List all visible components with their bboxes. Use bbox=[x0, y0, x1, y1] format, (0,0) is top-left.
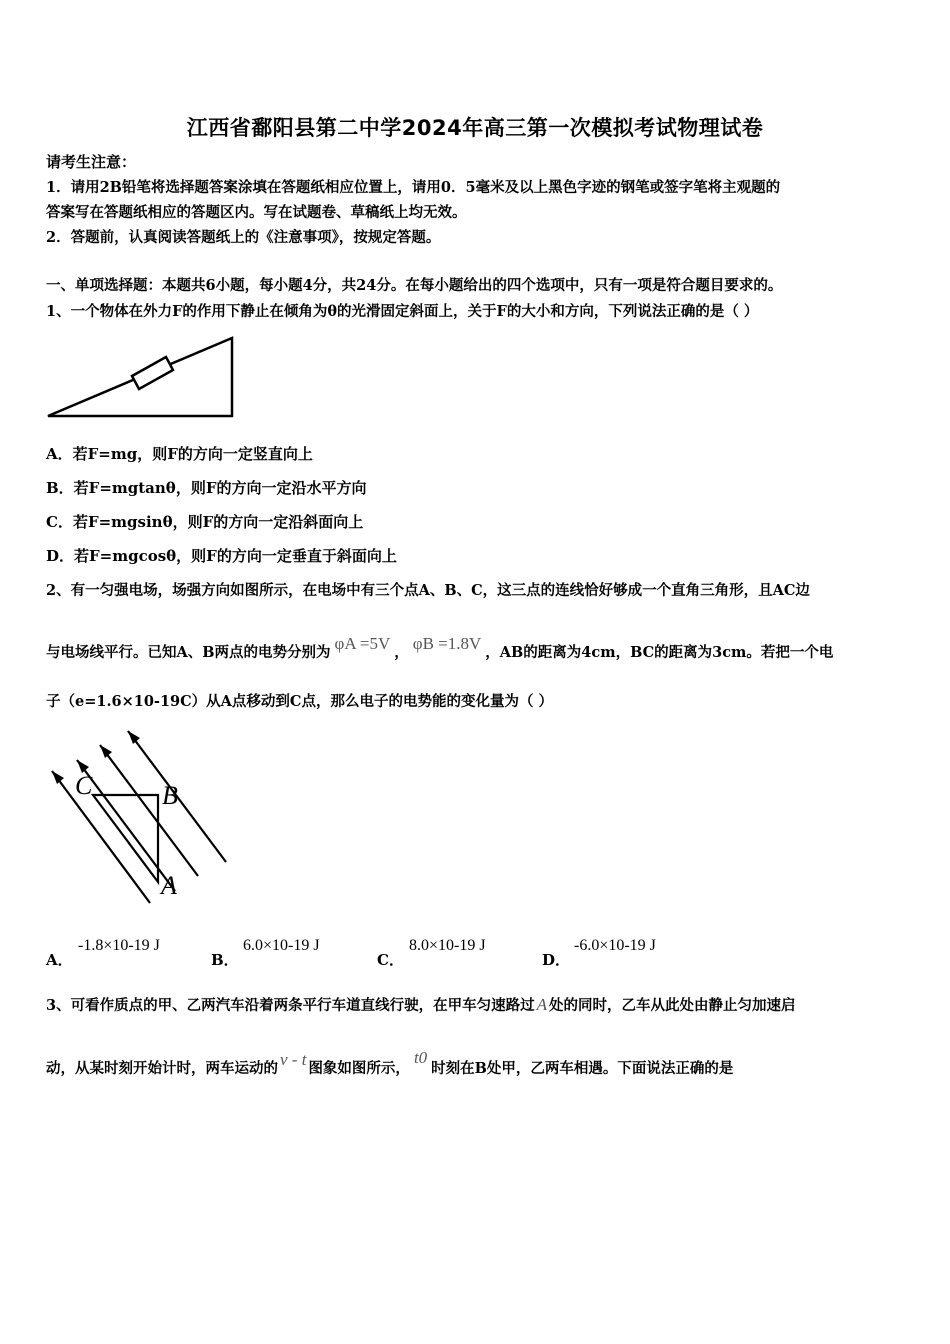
arrow-head-4 bbox=[128, 731, 140, 744]
q3-line1-pre: 3、可看作质点的甲、乙两汽车沿着两条平行车道直线行驶，在甲车匀速路过 bbox=[46, 997, 535, 1014]
question-1-stem: 1、一个物体在外力F的作用下静止在倾角为θ的光滑固定斜面上，关于F的大小和方向，下列说法正确的是（ ） bbox=[46, 303, 759, 320]
notice-line-3: 2．答题前，认真阅读答题纸上的《注意事项》，按规定答题。 bbox=[46, 229, 441, 246]
q2-option-b-label: B． bbox=[211, 951, 239, 969]
phi-a-value: φA =5V bbox=[334, 634, 391, 653]
label-a: A bbox=[161, 871, 177, 900]
q2-option-c-label: C． bbox=[377, 951, 404, 969]
q3-line1-post: 处的同时，乙车从此处由静止匀加速启 bbox=[548, 997, 796, 1014]
notice-heading: 请考生注意： bbox=[46, 153, 137, 171]
notice-line-2: 答案写在答题纸相应的答题区内。写在试题卷、草稿纸上均无效。 bbox=[46, 204, 467, 221]
q3-line2-post: 时刻在B处甲，乙两车相遇。下面说法正确的是 bbox=[431, 1060, 734, 1077]
incline-figure bbox=[46, 336, 236, 422]
q3-line2-pre: 动，从某时刻开始计时，两车运动的 bbox=[46, 1060, 278, 1077]
question-3-line-1 bbox=[46, 995, 795, 1016]
block bbox=[132, 357, 173, 389]
notice-line-1: 1．请用2B铅笔将选择题答案涂填在答题纸相应位置上，请用0．5毫米及以上黑色字迹的钢笔或签字笔将主观题的 bbox=[46, 179, 781, 196]
electric-field-figure bbox=[40, 728, 240, 908]
q2-option-b-value: 6.0×10-19 J bbox=[243, 937, 320, 954]
q3-vt: v - t bbox=[280, 1050, 307, 1069]
q2-option-c-value: 8.0×10-19 J bbox=[409, 937, 486, 954]
q3-point: A bbox=[536, 995, 547, 1014]
q2-option-a-label: A． bbox=[46, 951, 73, 969]
question-2-line-3: 子（e=1.6×10-19C）从A点移动到C点，那么电子的电势能的变化量为（ ） bbox=[46, 693, 554, 710]
q1-option-a: A．若F=mg，则F的方向一定竖直向上 bbox=[46, 445, 313, 463]
q2-option-d-value: -6.0×10-19 J bbox=[574, 937, 656, 954]
phi-b-value: φB =1.8V bbox=[412, 634, 482, 653]
q2-line2-pre: 与电场线平行。已知A、B两点的电势分别为 bbox=[46, 644, 331, 661]
label-b: B bbox=[162, 781, 178, 810]
label-c: C bbox=[75, 771, 93, 800]
q3-t0: t0 bbox=[413, 1048, 428, 1067]
q2-option-a-value: -1.8×10-19 J bbox=[78, 937, 160, 954]
q1-option-b: B．若F=mgtanθ，则F的方向一定沿水平方向 bbox=[46, 479, 367, 497]
question-2-line-2: 与电场线平行。已知A、B两点的电势分别为 φA =5V ， φB =1.8V ，AB的距离为4cm，BC的距离为3cm。若把一个电 bbox=[46, 634, 834, 661]
question-2-line-1: 2、有一匀强电场，场强方向如图所示，在电场中有三个点A、B、C，这三点的连线恰好够成一个直角三角形，且AC边 bbox=[46, 582, 810, 599]
question-3-line-2 bbox=[46, 1048, 734, 1079]
q1-option-c: C．若F=mgsinθ，则F的方向一定沿斜面向上 bbox=[46, 513, 364, 531]
section-heading: 一、单项选择题：本题共6小题，每小题4分，共24分。在每小题给出的四个选项中，只有一项是符合题目要求的。 bbox=[46, 277, 783, 294]
arrow-head-1 bbox=[52, 771, 64, 784]
arrow-head-3 bbox=[100, 745, 112, 758]
q3-line2-mid: 图象如图所示， bbox=[308, 1060, 410, 1077]
page-title: 江西省鄱阳县第二中学2024年高三第一次模拟考试物理试卷 bbox=[186, 116, 764, 140]
q1-option-d: D．若F=mgcosθ，则F的方向一定垂直于斜面向上 bbox=[46, 547, 397, 565]
q2-option-d-label: D． bbox=[542, 951, 571, 969]
q2-line2-post: ，AB的距离为4cm，BC的距离为3cm。若把一个电 bbox=[485, 644, 834, 661]
